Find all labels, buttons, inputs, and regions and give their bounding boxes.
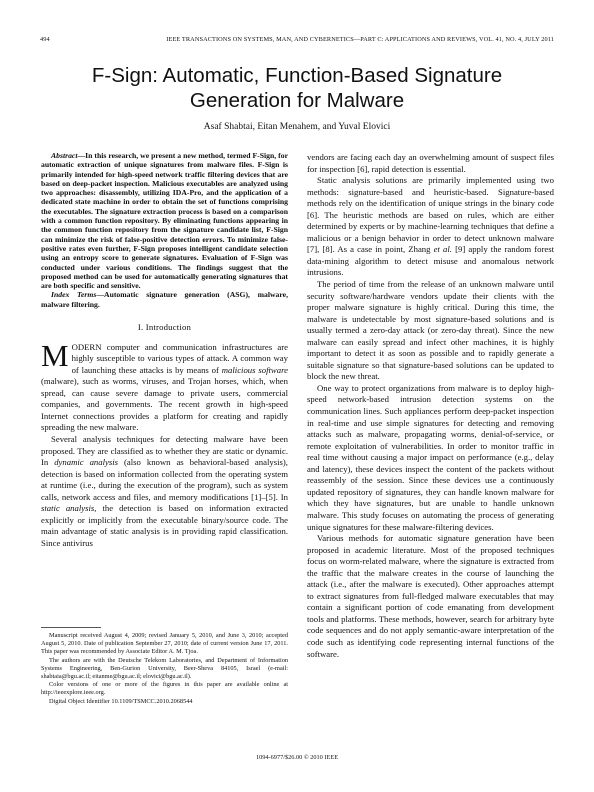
right-paragraph-0: vendors are facing each day an overwhelming amount of suspect files for inspection [6], rapid detection is essential. — [307, 152, 554, 174]
right-p1-b: [9] apply the random forest data-mining algorithm to detect misuse and anomalous network intrusions. — [307, 244, 554, 278]
drop-cap: M — [41, 337, 69, 373]
footnote-manuscript: Manuscript received August 4, 2009; revised January 5, 2010, and June 3, 2010; accepted August 5, 2010. Date of publication September 27, 2010; date of current version June 17, 2011. This paper was recommended by Associate Editor A. M. Tjoa. — [41, 632, 288, 656]
intro-p2-b: (also known as behavioral-based analysis), detection is based on information collected from the operating system at runtime (i.e., during the execution of the program), such as system calls, network access and files, and memory modifications [1]–[5]. In — [41, 457, 288, 502]
intro-p2-em2: static analysis — [41, 503, 95, 514]
left-column — [41, 151, 288, 549]
intro-paragraph-1 — [41, 337, 288, 434]
abstract — [41, 151, 288, 290]
intro-p2-a: Several analysis techniques for detecting malware have been proposed. They are classified as to whether they are static or dynamic. In — [41, 433, 288, 468]
title-line-2: Generation for Malware — [189, 89, 405, 112]
intro-p1-text: ODERN computer and communication infrastructures are highly susceptible to various types of attack. A common way of launching these attacks is by means of — [71, 341, 288, 375]
intro-p2-em1: dynamic analysis — [54, 457, 119, 468]
right-paragraph-4: Various methods for automatic signature generation have been proposed in academic literature. Most of the proposed techniques focus on worm-related malware, where the signature is extracted from the traffic that the malware creates in the course of launching the attack (i.e., after the malware is executed). Other approaches attempt to extract signatures from full-fledged malware executables that may contain a significant portion of code emanating from development tools and platforms. These methods, however, search for arbitrary byte code sequences and do not apply semantic-aware interpretation of the code such as identifying code representing internal functions of the software. — [307, 533, 554, 659]
copyright-footer: 1094-6977/$26.00 © 2010 IEEE — [255, 754, 339, 761]
footnote-doi: Digital Object Identifier 10.1109/TSMCC.2010.2068544 — [49, 697, 193, 705]
abstract-text: —In this research, we present a new method, termed F-Sign, for automatic extraction of unique signatures from malware files. F-Sign is primarily intended for high-speed network traffic filtering devices that are based on deep-packet inspection. Malicious executables are analyzed using two approaches: disassembly, utilizing IDA-Pro, and the application of a dedicated state machine in order to obtain the set of functions comprising the executables. The signature extraction process is based on a comparison with a common function repository. By eliminating functions appearing in the common function repository from the signature candidate list, F-Sign can minimize the risk of false-positive detection errors. To minimize false-positive rates even further, F-Sign proposes intelligent candidate selection using an entropy score to generate signatures. Evaluation of F-Sign was conducted under various conditions. The findings suggest that the proposed method can be used for automatically generating signatures that are both specific and sensitive. — [41, 151, 288, 291]
right-paragraph-1 — [307, 175, 554, 279]
intro-paragraph-2 — [41, 434, 288, 549]
right-p1-a: Static analysis solutions are primarily implemented using two methods: signature-based and heuristic-based. Signature-based methods rely on the identification of unique strings in the binary code [6]. The heuristic methods are based on rules, which are either determined by experts or by machine-learning techniques that define a malicious or a benign behavior in order to detect unknown malware [7], [8]. As a case in point, Zhang — [307, 175, 554, 255]
footnote-color: Color versions of one or more of the figures in this paper are available online at http://ieeexplore.ieee.org. — [41, 681, 288, 697]
section-heading-introduction: I. Introduction — [137, 322, 192, 333]
page-number: 494 — [40, 36, 50, 43]
right-paragraph-3: One way to protect organizations from malware is to deploy high-speed network-based intrusion detection systems on the communication lines. Such appliances perform deep-packet inspection in real-time and use simple signatures for detecting and removing attacks such as malware, propagating worms, denial-of-service, or remote exploitation of vulnerabilities. In order to monitor traffic in real time without causing a major impact on performance (e.g., delay and latency), these devices inspect the content of the packets without reassembly of the session. Since these devices use a continuously updated repository of signatures, they can handle known malware for which they have signatures, but are unable to handle unknown malware. This study focuses on automating the process of generating unique signatures for these malware-filtering devices. — [307, 382, 554, 532]
footnote-rule — [41, 627, 101, 628]
abstract-label: Abstract — [51, 151, 78, 160]
intro-p1-emphasis: malicious software — [221, 364, 288, 375]
intro-p2-c: , the detection is based on information extracted explicitly or implicitly from the executable binary/source code. The main advantage of static analysis is in providing rapid classification. Since antivirus — [41, 503, 288, 548]
right-paragraph-2: The period of time from the release of an unknown malware until security software/hardware vendors update their clients with the proper malware signature is highly critical. During this time, the malware is undetectable by most signature-based solutions and is usually termed a zero-day attack (or zero-day threat). Since the new malware can easily spread and infect other machines, it is highly important to detect it as soon as possible and to rapidly generate a suitable signature so that signature-based solutions can be updated to block the new threat. — [307, 279, 554, 382]
authors: Asaf Shabtai, Eitan Menahem, and Yuval Elovici — [203, 122, 391, 132]
right-p1-em: et al. — [433, 244, 452, 255]
footnotes — [41, 632, 288, 706]
running-header — [40, 36, 554, 48]
title-line-1: F-Sign: Automatic, Function-Based Signature — [91, 64, 503, 87]
intro-p1-tail: (malware), such as worms, viruses, and Trojan horses, which, when spread, can cause severe damage to private users, commercial companies, and governments. The recent growth in high-speed Internet connections provides a platform for creating and rapidly spreading the new malware. — [41, 376, 288, 433]
index-terms-label: Index Terms — [51, 290, 97, 300]
journal-name: IEEE TRANSACTIONS ON SYSTEMS, MAN, AND CYBERNETICS—PART C: APPLICATIONS AND REVIEWS, VOL. 41, NO. 4, JULY 2011 — [166, 36, 554, 43]
index-terms-text: —Automatic signature generation (ASG), malware, malware filtering. — [41, 290, 288, 309]
index-terms — [41, 290, 288, 309]
paper-title — [40, 63, 554, 113]
right-column — [307, 152, 554, 660]
footnote-affiliation: The authors are with the Deutsche Telekom Laboratories, and Department of Information Systems Engineering, Ben-Gurion University, Beer-Sheva 84105, Israel (e-mail: shabtaia@bgu.ac.il; eitanme@bgu.ac.il; elovici@bgu.ac.il). — [41, 656, 288, 681]
